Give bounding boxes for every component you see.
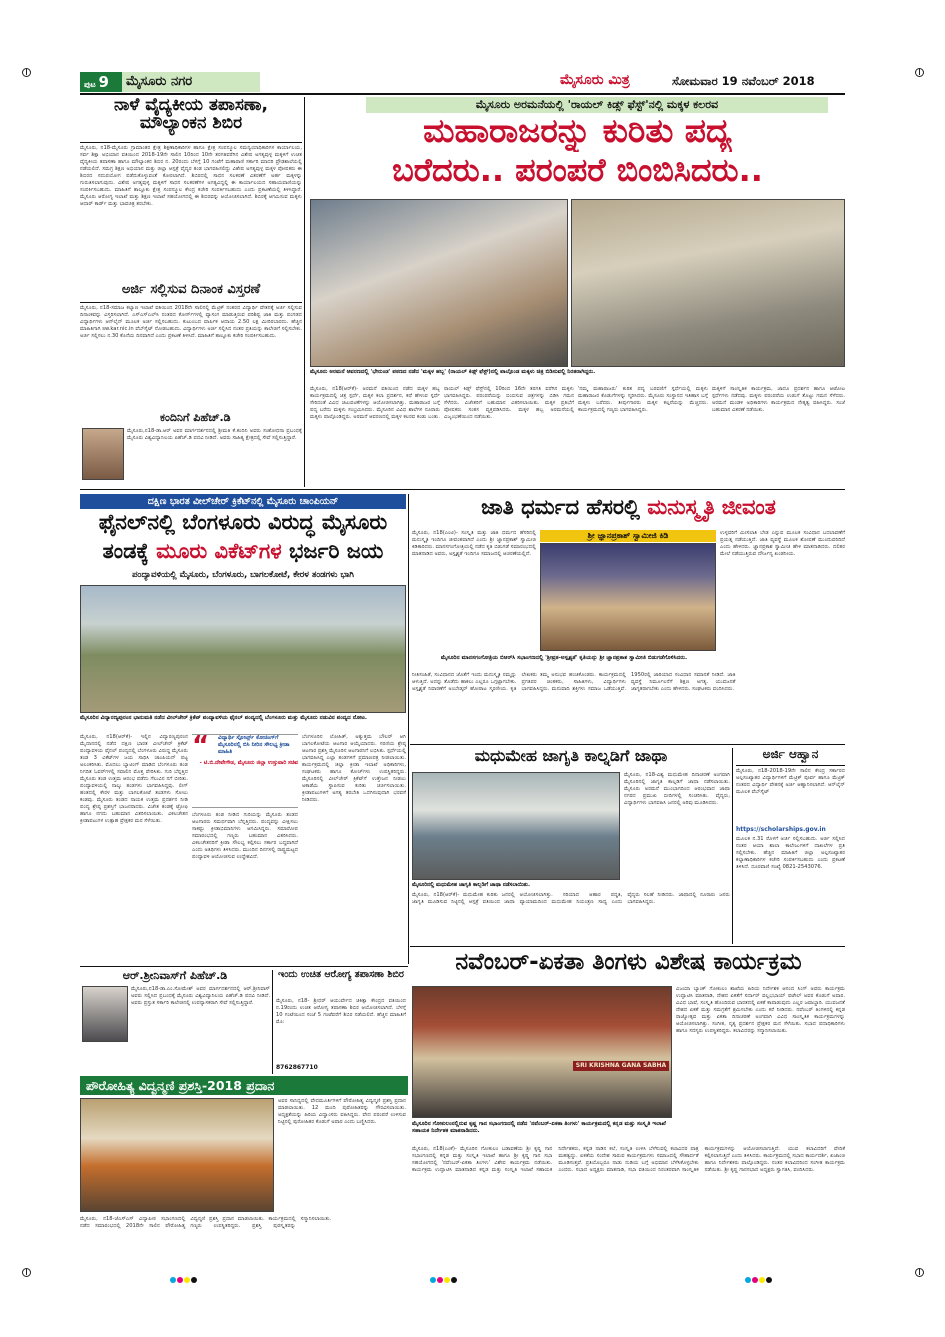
divider [80, 302, 302, 303]
page-number: 9 [98, 73, 109, 91]
left-headline-medical: ನಾಳೆ ವೈದ್ಯಕೀಯ ತಪಾಸಣಾ, ಮೌಲ್ಯಾಂಕನ ಶಿಬಿರ [113, 97, 269, 133]
sports-subheadline: ಪಂದ್ಯಾವಳಿಯಲ್ಲಿ ಮೈಸೂರು, ಬೆಂಗಳೂರು, ಬಾಗಲಕೋಟೆ, ಕೇರಳ ತಂಡಗಳು ಭಾಗಿ [132, 570, 354, 580]
lead-headline-line1: ಮಹಾರಾಜರನ್ನು ಕುರಿತು ಪದ್ಯ [423, 114, 732, 150]
caste-banner: ಶ್ರೀ ಜ್ಞಾನಪ್ರಕಾಶ್ ಸ್ವಾಮೀಜಿ ಕಿಡಿ [540, 530, 716, 542]
health-camp-phone: 8762867710 [276, 1064, 318, 1071]
left-headline-application: ಅರ್ಜಿ ಸಲ್ಲಿಸುವ ದಿನಾಂಕ ವಿಸ್ತರಣೆ [121, 283, 261, 297]
diabetes-photo-caption: ಮೈಸೂರಿನಲ್ಲಿ ಮಧುಮೇಹ ಜಾಗೃತಿ ಕಾಲ್ನಡಿಗೆ ಜಾಥಾ ನಡೆಸಲಾಯಿತು. [412, 882, 531, 888]
award-headline: ಪೌರೋಹಿತ್ಯ ವಿದ್ವನ್ಮಣಿ ಪ್ರಶಸ್ತಿ-2018 ಪ್ರದಾನ [80, 1076, 408, 1095]
sports-article-col3: ಬೆಂಗಳೂರಿನ ಲೋಹಿತ್, ಅತ್ಯುತ್ತಮ ಬೌಲರ್ ಆಗಿ ಬಾಗಲಕೋಟೆಯ ಆಟಗಾರ ಆಯ್ಕೆಯಾದರು. ಸರಣಿಯ ಶ್ರೇಷ್ಠ ಆಟಗಾರ ಪ್ರಶಸ್ತಿ ಮೈಸೂರಿನ ಆಟಗಾರನಿಗೆ ಲಭಿಸಿತು. ಸ್ಪರ್ಧೆಯಲ್ಲಿ ಭಾಗವಹಿಸಿದ್ದ ಎಲ್ಲಾ ತಂಡಗಳಿಗೆ ಪ್ರಮಾಣಪತ್ರ ನೀಡಲಾಯಿತು. ಕಾರ್ಯಕ್ರಮದಲ್ಲಿ ಜಿಲ್ಲಾ ಕ್ರೀಡಾ ಇಲಾಖೆ ಅಧಿಕಾರಿಗಳು, ಸಂಘಟಕರು ಹಾಗೂ ಕೋಚ್‌ಗಳು ಉಪಸ್ಥಿತರಿದ್ದರು. ಮೈಸೂರಿನಲ್ಲಿ ವೀಲ್‌ಚೇರ್ ಕ್ರಿಕೆಟ್‌ಗೆ ಉತ್ತೇಜನ ನೀಡಲು ಅಕಾಡೆಮಿ ಸ್ಥಾಪಿಸುವ ಕುರಿತು ಚರ್ಚಿಸಲಾಯಿತು. ಕ್ರೀಡಾಪಟುಗಳಿಗೆ ಅಗತ್ಯ ತರಬೇತಿ ಒದಗಿಸುವುದಾಗಿ ಭರವಸೆ ನೀಡಿದರು. [302, 734, 406, 803]
lead-article-col2: ರಾಯಲ್ ಕಿಡ್ಸ್ ಫೆಸ್ಟ್‌ನಲ್ಲಿ 10ರಿಂದ 16ನೇ ತರಗತಿ ವರೆಗಿನ ಮಕ್ಕಳು ಭಾಗವಹಿಸಿದ್ದರು. ಪರಂಪರೆಯನ್ನು ಬಿಂಬಿಸುವ ಚಿತ್ರಗಳನ್ನು ಬಿಡಿಸಿ ಗಮನ ಸೆಳೆದರು. ವಿಜೇತರಿಗೆ ಬಹುಮಾನ ವಿತರಿಸಲಾಯಿತು. ಮಕ್ಕಳ ಪ್ರತಿಭೆಗೆ ಪೋಷಕರು ಸಂತಸ ವ್ಯಕ್ತಪಡಿಸಿದರು. ಮಕ್ಕಳ ಹಬ್ಬ ಅರಮನೆಯಲ್ಲಿ ವಿಜೃಂಭಣೆಯಿಂದ ನಡೆಯಿತು. [444, 386, 574, 420]
quote-text: ವಿದ್ಯಾರ್ಥಿ ಸ್ಪೋರ್ಟ್ಸ್ ಕೋಚಿಂಗ್‌ಗೆ ಮೈಸೂರಿನಲ್ಲಿ ಬಿಸಿ ನೀರಿನ ಸೌಲಭ್ಯ ಕ್ರೀಡಾ ಮಾಹಿತಿ [218, 735, 290, 755]
headline-part: ಭರ್ಜರಿ ಜಯ [281, 540, 384, 563]
registration-mark [915, 1268, 924, 1277]
sports-photo-caption: ಮೈಸೂರಿನ ವಿದ್ಯಾರಣ್ಯಪುರಂನ ಭಾನುಮತಿ ನಡೆದ ವೀಲ್‌ಚೇರ್ ಕ್ರಿಕೆಟ್ ಪಂದ್ಯಾವಳಿಯ ಫೈನಲ್ ಪಂದ್ಯದಲ್ಲಿ ಬೆಂಗಳೂರು ಮತ್ತು ಮೈಸೂರು ನಡುವಿನ ಪಂದ್ಯದ ನೋಟ. [80, 715, 368, 721]
award-photo-ceremony [80, 1098, 274, 1212]
section-rule [410, 744, 845, 745]
pull-quote [192, 731, 298, 808]
apply-article-top: ಮೈಸೂರು, ನ18-2018-19ನೇ ಸಾಲಿನ ಕೇಂದ್ರ ಸರ್ಕಾರದ ಅಲ್ಪಸಂಖ್ಯಾತರ ವಿದ್ಯಾರ್ಥಿಗಳಿಗೆ ಮೆಟ್ರಿಕ್ ಪೂರ್ವ ಹಾಗೂ ಮೆಟ್ರಿಕ್ ನಂತರದ ವಿದ್ಯಾರ್ಥಿ ವೇತನಕ್ಕೆ ಅರ್ಜಿ ಆಹ್ವಾನಿಸಲಾಗಿದೆ. ಆನ್‌ಲೈನ್ ಮೂಲಕ ವೆಬ್‌ಸೈಟ್ [736, 768, 845, 795]
section-rule [410, 946, 845, 947]
lead-article-col4: ಮಕ್ಕಳಿಗೆ ಸಾಂಸ್ಕೃತಿಕ ಕಾರ್ಯಕ್ರಮ, ಜಾದೂ ಪ್ರದರ್ಶನ ಹಾಗೂ ಆಟೋಟ ಸ್ಪರ್ಧೆಗಳು ನಡೆದವು. ಮಕ್ಕಳು ಪರಂಪರೆಯ ಉಡುಗೆ ತೊಟ್ಟು ಗಮನ ಸೆಳೆದರು. ಅರಮನೆ ಮಂಡಳಿ ಅಧಿಕಾರಿಗಳು ಕಾರ್ಯಕ್ರಮದ ನೇತೃತ್ವ ವಹಿಸಿದ್ದರು. ಸಂಜೆ ಬಹುಮಾನ ವಿತರಣೆ ನಡೆಯಿತು. [712, 386, 845, 413]
phd-article-srinivas: ಮೈಸೂರು,ನ18-ಡಾ.ಎಂ.ಸೋಮೇಶ್ ಅವರ ಮಾರ್ಗದರ್ಶನದಲ್ಲಿ ಆರ್.ಶ್ರೀನಿವಾಸ್ ಅವರು ಸಲ್ಲಿಸಿದ ಪ್ರಬಂಧಕ್ಕೆ ಮೈಸೂರು ವಿಶ್ವವಿದ್ಯಾನಿಲಯ ಪಿಹೆಚ್.ಡಿ ಪದವಿ ನೀಡಿದೆ. ಅವರು ಪ್ರಸ್ತುತ ಸರ್ಕಾರಿ ಕಾಲೇಜಿನಲ್ಲಿ ಉಪನ್ಯಾಸಕರಾಗಿ ಸೇವೆ ಸಲ್ಲಿಸುತ್ತಿದ್ದಾರೆ. [131, 986, 270, 1006]
medical-camp-article: ಮೈಸೂರು, ನ18-ಮೈಸೂರು ಗ್ರಾಮಾಂತರ ಕ್ಷೇತ್ರ ಶಿಕ್ಷಣಾಧಿಕಾರಿಗಳ ಹಾಗೂ ಕ್ಷೇತ್ರ ಸಂಪನ್ಮೂಲ ಸಮನ್ವಯಾಧಿಕಾರಿಗಳ ಕಾರ್ಯಾಲಯ, ಸರ್ವ ಶಿಕ್ಷಾ ಅಭಿಯಾನ ವತಿಯಿಂದ 2018-19ನೇ ಸಾಲಿನ 10ರಿಂದ 10ನೇ ತರಗತಿವರೆಗಿನ ವಿಶೇಷ ಅಗತ್ಯವುಳ್ಳ ಮಕ್ಕಳಿಗೆ ಉಚಿತ ವೈದ್ಯಕೀಯ ತಪಾಸಣಾ ಹಾಗೂ ಮೌಲ್ಯಾಂಕನ ಶಿಬಿರ ನ. 20ರಂದು ಬೆಳಗ್ಗೆ 10 ಗಂಟೆಗೆ ಮಹಾರಾಣಿ ಸರ್ಕಾರಿ ಮಾದರಿ ಪ್ರೌಢಶಾಲೆಯಲ್ಲಿ ನಡೆಯಲಿದೆ. ಸಮಗ್ರ ಶಿಕ್ಷಣ ಅಭಿಯಾನ ಮತ್ತು ಜಿಲ್ಲಾ ಆಸ್ಪತ್ರೆ ವೈದ್ಯರ ತಂಡ ಭಾಗವಹಿಸಲಿದ್ದು ವಿಶೇಷ ಅಗತ್ಯವುಳ್ಳ ಮಕ್ಕಳ ಪೋಷಕರು ಈ ಶಿಬಿರದ ಸದುಪಯೋಗ ಪಡೆದುಕೊಳ್ಳುವಂತೆ ಕೋರಲಾಗಿದೆ. ಶಿಬಿರದಲ್ಲಿ ಸಾಧನ ಸಲಕರಣೆ ವಿತರಣೆಗೆ ಅರ್ಹ ಮಕ್ಕಳನ್ನು ಗುರುತಿಸಲಾಗುವುದು. ವಿಶೇಷ ಅಗತ್ಯವುಳ್ಳ ಮಕ್ಕಳಿಗೆ ಸಾಧನ ಸಲಕರಣೆಗಳ ಅಗತ್ಯವಿದ್ದಲ್ಲಿ ಈ ಕಾರ್ಯಾಲಯದ ಸಹಾಯವಾಣಿಯನ್ನು ಸಂಪರ್ಕಿಸಬಹುದು. ಮಾಹಿತಿಗೆ ತಾಲ್ಲೂಕು ಕ್ಷೇತ್ರ ಸಂಪನ್ಮೂಲ ಕೇಂದ್ರ ಕಚೇರಿ ಸಂಪರ್ಕಿಸಬಹುದು ಎಂದು ಪ್ರಕಟಣೆಯಲ್ಲಿ ತಿಳಿಸಿದ್ದಾರೆ. ಮೈಸೂರು ಆರೋಗ್ಯ ಇಲಾಖೆ ಮತ್ತು ಶಿಕ್ಷಣ ಇಲಾಖೆ ಸಹಯೋಗದಲ್ಲಿ ಈ ಶಿಬಿರವನ್ನು ಆಯೋಜಿಸಲಾಗಿದೆ. ಶಿಬಿರಕ್ಕೆ ಆಗಮಿಸುವ ಮಕ್ಕಳು ಆಧಾರ್ ಕಾರ್ಡ್ ಮತ್ತು ಭಾವಚಿತ್ರ ತರಬೇಕು. [80, 145, 302, 207]
section-rule [80, 489, 845, 490]
registration-mark [22, 1268, 31, 1277]
november-photo-caption: ಮೈಸೂರಿನ ಗೋಕುಲಂನಲ್ಲಿರುವ ಕೃಷ್ಣ ಗಾನ ಸಭಾಂಗಣದಲ್ಲಿ ನಡೆದ 'ನವೆಂಬರ್-ಏಕತಾ ತಿಂಗಳು' ಕಾರ್ಯಕ್ರಮದಲ್ಲಿ ಕನ್ನಡ ಮತ್ತು ಸಂಸ್ಕೃತಿ ಇಲಾಖೆ ಸಹಾಯಕ ನಿರ್ದೇಶಕ ಮಾತನಾಡಿದರು. [412, 1121, 666, 1134]
portrait-photo [82, 428, 124, 480]
caste-article-col1: ಮೈಸೂರು, ನ18(ಎಂಟಿ)- ಸಂಸ್ಕೃತಿ ಮತ್ತು ಜಾತಿ ಧರ್ಮದ ಹೆಸರಿನಲ್ಲಿ ಮನುಸ್ಮೃತಿ ಇಂದಿಗೂ ಜೀವಂತವಾಗಿದೆ ಎಂದು ಶ್ರೀ ಜ್ಞಾನಪ್ರಕಾಶ್ ಸ್ವಾಮೀಜಿ ಕಿಡಿಕಾರಿದರು. ಮಾನಸಗಂಗೋತ್ರಿಯಲ್ಲಿ ನಡೆದ ಕೃತಿ ಬಿಡುಗಡೆ ಸಮಾರಂಭದಲ್ಲಿ ಮಾತನಾಡಿದ ಅವರು, ಅಸ್ಪೃಶ್ಯತೆ ಇಂದಿಗೂ ಸಮಾಜದಲ್ಲಿ ಆಚರಣೆಯಲ್ಲಿದೆ. [412, 530, 536, 557]
november-article-main: ಮೈಸೂರು, ನ18(ಎಂಕೆ)- ಮೈಸೂರಿನ ಗೋಕುಲಂ ಬಡಾವಣೆಯ ಶ್ರೀ ಕೃಷ್ಣ ಗಾನ ಸಭಾಂಗಣದಲ್ಲಿ ಕನ್ನಡ ಮತ್ತು ಸಂಸ್ಕೃತಿ ಇಲಾಖೆ ಹಾಗೂ ಶ್ರೀ ಕೃಷ್ಣ ಗಾನ ಸಭಾ ಸಹಯೋಗದಲ್ಲಿ 'ನವೆಂಬರ್-ಏಕತಾ ತಿಂಗಳು' ವಿಶೇಷ ಕಾರ್ಯಕ್ರಮ ನಡೆಯಿತು. ಕಾರ್ಯಕ್ರಮ ಉದ್ಘಾಟಿಸಿ ಮಾತನಾಡಿದ ಕನ್ನಡ ಮತ್ತು ಸಂಸ್ಕೃತಿ ಇಲಾಖೆ ಸಹಾಯಕ ನಿರ್ದೇಶಕರು, ಕನ್ನಡ ನಾಡಿನ ಕಲೆ, ಸಂಸ್ಕೃತಿ ಉಳಿಸಿ ಬೆಳೆಸುವಲ್ಲಿ ಕಲಾವಿದರ ಪಾತ್ರ ಮಹತ್ವದ್ದು. ಏಕತೆಯ ಸಂದೇಶ ಸಾರುವ ಕಾರ್ಯಕ್ರಮಗಳು ಸಮಾಜದಲ್ಲಿ ಸೌಹಾರ್ದತೆ ಮೂಡಿಸುತ್ತವೆ. ಪ್ರತಿಯೊಬ್ಬರೂ ನಾಡು ನುಡಿಯ ಬಗ್ಗೆ ಅಭಿಮಾನ ಬೆಳೆಸಿಕೊಳ್ಳಬೇಕು ಎಂದರು. ಸಭಾದ ಅಧ್ಯಕ್ಷರು ಮಾತನಾಡಿ, ಸಭಾ ವತಿಯಿಂದ ನಿರಂತರವಾಗಿ ಸಾಂಸ್ಕೃತಿಕ ಕಾರ್ಯಕ್ರಮಗಳನ್ನು ಆಯೋಜಿಸಲಾಗುತ್ತಿದೆ. ಯುವ ಕಲಾವಿದರಿಗೆ ವೇದಿಕೆ ಕಲ್ಪಿಸಲಾಗುತ್ತಿದೆ ಎಂದು ತಿಳಿಸಿದರು. ಕಾರ್ಯಕ್ರಮದಲ್ಲಿ ಸಭಾದ ಕಾರ್ಯದರ್ಶಿ, ಖಜಾಂಚಿ ಹಾಗೂ ನಿರ್ದೇಶಕರು ಪಾಲ್ಗೊಂಡಿದ್ದರು. ನಂತರ ಕಲಾವಿದರಿಂದ ಸಂಗೀತ ಕಾರ್ಯಕ್ರಮ ನಡೆಯಿತು. ಶ್ರೀ ಕೃಷ್ಣ ಗಾನಸಭಾದ ಅಧ್ಯಕ್ಷರು ಸ್ವಾಗತಿಸಿ, ವಂದಿಸಿದರು. [412, 1146, 845, 1173]
diabetes-article-continued: ಮೈಸೂರು, ನ18(ಆರ್‌ಕೆ)- ಮಧುಮೇಹ ಕುರಿತು ಜನರಲ್ಲಿ ಜಾಗೃತಿ ಮೂಡಿಸುವ ನಿಟ್ಟಿನಲ್ಲಿ ಆಸ್ಪತ್ರೆ ವತಿಯಿಂದ ಜಾಥಾ ಆಯೋಜಿಸಲಾಗಿತ್ತು. ಸರಿಯಾದ ಆಹಾರ ಪದ್ಧತಿ, ವ್ಯಾಯಾಮದಿಂದ ಮಧುಮೇಹ ನಿಯಂತ್ರಣ ಸಾಧ್ಯ ಎಂದು ವೈದ್ಯರು ಸಲಹೆ ನೀಡಿದರು. ಜಾಥಾದಲ್ಲಿ ನೂರಾರು ಜನರು ಭಾಗವಹಿಸಿದ್ದರು. [412, 892, 730, 905]
phd-article: ಮೈಸೂರು,ನ18-ಡಾ.ಆರ್ ಅವರ ಮಾರ್ಗದರ್ಶನದಲ್ಲಿ ಶ್ರೀಮತಿ ಕೆ.ಕಂದಿನಿ ಅವರು ಸಂಶೋಧನಾ ಪ್ರಬಂಧಕ್ಕೆ ಮೈಸೂರು ವಿಶ್ವವಿದ್ಯಾನಿಲಯ ಪಿಹೆಚ್.ಡಿ ಪದವಿ ನೀಡಿದೆ. ಅವರು ಸಾಹಿತ್ಯ ಕ್ಷೇತ್ರದಲ್ಲಿ ಸೇವೆ ಸಲ್ಲಿಸುತ್ತಿದ್ದಾರೆ. [127, 428, 302, 441]
column-rule [408, 494, 409, 964]
caste-headline [412, 496, 845, 526]
lead-photo-kids-painting [310, 199, 568, 367]
stage-banner: SRI KRISHNA GANA SABHA [573, 1061, 669, 1071]
november-photo-stage [412, 986, 672, 1118]
divider [736, 765, 845, 766]
caste-photo-caption: ಮೈಸೂರಿನ ಮಾನಸಗಂಗೋತ್ರಿಯ ಬಿಆರ್‌ಸಿ ಸಭಾಂಗಣದಲ್ಲಿ 'ಶ್ರೀವ್ರತ-ಅಸ್ಪೃಶ್ಯತೆ' ಕೃತಿಯನ್ನು ಶ್ರೀ ಜ್ಞಾನಪ್ರಕಾಶ ಸ್ವಾಮೀಜಿ ಬಿಡುಗಡೆಗೊಳಿಸಿದರು. [440, 655, 688, 661]
headline-highlight: ಮನುಸ್ಮೃತಿ ಜೀವಂತ [647, 496, 776, 519]
divider [80, 142, 302, 143]
color-registration-bar [170, 1268, 198, 1287]
page-number-badge [80, 72, 122, 92]
sports-headline-line1: ಫೈನಲ್‌ನಲ್ಲಿ ಬೆಂಗಳೂರು ವಿರುದ್ಧ ಮೈಸೂರು [98, 511, 388, 534]
november-headline: ನವೆಂಬರ್-ಏಕತಾ ತಿಂಗಳು ವಿಶೇಷ ಕಾರ್ಯಕ್ರಮ [455, 950, 802, 975]
sports-kicker: ದಕ್ಷಿಣ ಭಾರತ ವೀಲ್‌ಚೇರ್ ಕ್ರಿಕೆಟ್‌ನಲ್ಲಿ ಮೈಸೂರು ಚಾಂಪಿಯನ್ [80, 494, 406, 509]
apply-article-bottom: ಮೂಲಕ ನ.31 ರೊಳಗೆ ಅರ್ಜಿ ಸಲ್ಲಿಸಬಹುದು. ಅರ್ಜಿ ಸಲ್ಲಿಸಿದ ನಂತರ ಆಯಾ ಶಾಲಾ ಕಾಲೇಜುಗಳಿಗೆ ದಾಖಲೆಗಳ ಪ್ರತಿ ಸಲ್ಲಿಸಬೇಕು. ಹೆಚ್ಚಿನ ಮಾಹಿತಿಗೆ ಜಿಲ್ಲಾ ಅಲ್ಪಸಂಖ್ಯಾತರ ಕಲ್ಯಾಣಾಧಿಕಾರಿಗಳ ಕಚೇರಿ ಸಂಪರ್ಕಿಸಬಹುದು ಎಂದು ಪ್ರಕಟಣೆ ತಿಳಿಸಿದೆ. ದೂರವಾಣಿ ಸಂಖ್ಯೆ 0821-2543076. [736, 836, 845, 870]
quote-mark-icon: “ [192, 731, 210, 761]
portrait-photo-srinivas [82, 986, 128, 1042]
phd-headline: ಆರ್.ಶ್ರೀನಿವಾಸ್‌ಗೆ ಪಿಹೆಚ್.ಡಿ [122, 970, 228, 982]
headline-part: ಜಾತಿ ಧರ್ಮದ ಹೆಸರಲ್ಲಿ [481, 496, 648, 519]
lead-kicker: ಮೈಸೂರು ಅರಮನೆಯಲ್ಲಿ 'ರಾಯಲ್ ಕಿಡ್ಸ್ ಫೆಸ್ಟ್'ನಲ್ಲಿ ಮಕ್ಕಳ ಕಲರವ [366, 97, 828, 113]
caste-article-col3: ಉಳ್ಳವರಿಗೆ ಮೀಸಲಾತಿ ಬೇಡ ಎನ್ನುವ ಮೂಲಕ ಸಂವಿಧಾನ ಬದಲಾವಣೆಗೆ ಪ್ರಯತ್ನ ನಡೆಯುತ್ತಿದೆ. ಜಾತಿ ವ್ಯವಸ್ಥೆ ಮೂಲಕ ಶೋಷಣೆ ಮುಂದುವರಿದಿದೆ ಎಂದು ಹೇಳಿದರು. ಜ್ಞಾನಪ್ರಕಾಶ ಸ್ವಾಮೀಜಿ ಹೇಳಿ ಮಾತನಾಡಿದರು. ದಲಿತರ ಮೇಲೆ ನಡೆಯುತ್ತಿರುವ ದೌರ್ಜನ್ಯ ಖಂಡನೀಯ. [720, 530, 845, 557]
sports-article-col1: ಮೈಸೂರು, ನ18(ಆರ್‌ಕೆ)- ಇಲ್ಲಿನ ವಿದ್ಯಾರಣ್ಯಪುರಂನ ಮೈದಾನದಲ್ಲಿ ನಡೆದ ದಕ್ಷಿಣ ಭಾರತ ವೀಲ್‌ಚೇರ್ ಕ್ರಿಕೆಟ್ ಪಂದ್ಯಾವಳಿಯ ಫೈನಲ್ ಪಂದ್ಯದಲ್ಲಿ ಬೆಂಗಳೂರು ವಿರುದ್ಧ ಮೈಸೂರು ತಂಡ 3 ವಿಕೆಟ್‌ಗಳ ಜಯ ಸಾಧಿಸಿ ಚಾಂಪಿಯನ್ ಪಟ್ಟ ಅಲಂಕರಿಸಿತು. ಮೊದಲು ಬ್ಯಾಟಿಂಗ್ ಮಾಡಿದ ಬೆಂಗಳೂರು ತಂಡ ನಿಗದಿತ ಓವರ್‌ಗಳಲ್ಲಿ ಸವಾಲಿನ ಮೊತ್ತ ಪೇರಿಸಿತು. ಗುರಿ ಬೆನ್ನತ್ತಿದ ಮೈಸೂರು ತಂಡ ಉತ್ತಮ ಆರಂಭ ಪಡೆದು ಗೆಲುವಿನ ನಗೆ ಬೀರಿತು. ಪಂದ್ಯಾವಳಿಯಲ್ಲಿ ನಾಲ್ಕು ತಂಡಗಳು ಭಾಗವಹಿಸಿದ್ದವು. ಲೀಗ್ ಹಂತದಲ್ಲಿ ಕೇರಳ ಮತ್ತು ಬಾಗಲಕೋಟೆ ತಂಡಗಳು ಸೋಲು ಕಂಡವು. ಮೈಸೂರು ತಂಡದ ನಾಯಕ ಉತ್ತಮ ಪ್ರದರ್ಶನ ನೀಡಿ ಪಂದ್ಯ ಶ್ರೇಷ್ಠ ಪ್ರಶಸ್ತಿಗೆ ಭಾಜನರಾದರು. ವಿಜೇತ ತಂಡಕ್ಕೆ ಟ್ರೋಫಿ ಹಾಗೂ ನಗದು ಬಹುಮಾನ ವಿತರಿಸಲಾಯಿತು. ವಿಕಲಚೇತನ ಕ್ರೀಡಾಪಟುಗಳ ಉತ್ಸಾಹ ಪ್ರೇಕ್ಷಕರ ಮನ ಸೆಳೆಯಿತು. [80, 734, 188, 824]
registration-mark [22, 68, 31, 77]
headline-highlight: ಮೂರು ವಿಕೆಟ್‌ಗಳ [156, 540, 282, 563]
lead-article-col3: 'ನಮ್ಮ ಮಹಾರಾಜರು' ಕುರಿತ ಪದ್ಯ ಬರವಣಿಗೆ ಸ್ಪರ್ಧೆಯಲ್ಲಿ ಮಕ್ಕಳು ಮಹಾರಾಜರ ಕೊಡುಗೆಗಳನ್ನು ಸ್ಮರಿಸಿದರು. ಮೈಸೂರು ಸಂಸ್ಥಾನದ ಇತಿಹಾಸ ಬಗ್ಗೆ ಮಕ್ಕಳು ಬರೆದರು. ತೀರ್ಪುಗಾರರು ಮಕ್ಕಳ ಕಲ್ಪನೆಯನ್ನು ಮೆಚ್ಚಿದರು. ಕಾರ್ಯಕ್ರಮದಲ್ಲಿ ಗಣ್ಯರು ಭಾಗವಹಿಸಿದ್ದರು. [578, 386, 708, 413]
award-article-col2: ಅವರ ಸಾನಿಧ್ಯದಲ್ಲಿ ವೇದಮೂರ್ತಿಗಳಿಗೆ ಪೌರೋಹಿತ್ಯ ವಿದ್ವನ್ಮಣಿ ಪ್ರಶಸ್ತಿ ಪ್ರದಾನ ಮಾಡಲಾಯಿತು. 12 ಮಂದಿ ಪುರೋಹಿತರನ್ನು ಗೌರವಿಸಲಾಯಿತು. ಅಧ್ಯಕ್ಷತೆಯನ್ನು ಹಿರಿಯ ವಿದ್ವಾಂಸರು ವಹಿಸಿದ್ದರು. ವೇದ ಪರಂಪರೆ ಉಳಿಸುವ ನಿಟ್ಟಿನಲ್ಲಿ ಪುರೋಹಿತರ ಕೊಡುಗೆ ಅಪಾರ ಎಂದು ಬಣ್ಣಿಸಿದರು. [278, 1098, 406, 1125]
caste-photo-book-release [540, 543, 716, 651]
color-registration-bar [430, 1268, 458, 1287]
masthead: ಮೈಸೂರು ಮಿತ್ರ [560, 72, 630, 88]
column-rule [272, 970, 273, 1074]
apply-headline: ಅರ್ಜಿ ಆಹ್ವಾನ [762, 748, 819, 761]
section-header [80, 72, 260, 92]
lead-photo-drawing-hall [571, 199, 845, 367]
diabetes-headline: ಮಧುಮೇಹ ಜಾಗೃತಿ ಕಾಲ್ನಡಿಗೆ ಜಾಥಾ [474, 748, 668, 765]
issue-date: ಸೋಮವಾರ 19 ನವೆಂಬರ್ 2018 [672, 74, 815, 88]
sports-headline-line2 [80, 540, 406, 568]
health-camp-article: ಮೈಸೂರು, ನ18- ಶ್ರೀಧರ್ ಆಯುರ್ವೇದ ಚಿಕಿತ್ಸಾ ಕೇಂದ್ರದ ವತಿಯಿಂದ ನ.19ರಂದು ಉಚಿತ ಆರೋಗ್ಯ ತಪಾಸಣಾ ಶಿಬಿರ ಆಯೋಜಿಸಲಾಗಿದೆ. ಬೆಳಗ್ಗೆ 10 ಗಂಟೆಯಿಂದ ಸಂಜೆ 5 ಗಂಟೆವರೆಗೆ ಶಿಬಿರ ನಡೆಯಲಿದೆ. ಹೆಚ್ಚಿನ ಮಾಹಿತಿಗೆ ಮೊ: [276, 998, 406, 1025]
caste-article-continued: ನೀತಿಸಂಹಿತೆ, ಸಂವಿಧಾನದ ಜೊತೆಗೆ ಇಂದು ಮನುಸ್ಮೃತಿ ನಮ್ಮನ್ನು ಆಳುತ್ತಿದೆ. ಅದನ್ನು ತೊಡೆದು ಹಾಕಲು ಎಲ್ಲರೂ ಒಗ್ಗಟ್ಟಾಗಬೇಕು. ಅಸ್ಪೃಶ್ಯತೆ ನಿವಾರಣೆಗೆ ಅಂಬೇಡ್ಕರ್ ಹೋರಾಟ ಸ್ಮರಣೀಯ. ಕೃತಿ ಲೇಖಕರು ತಮ್ಮ ಅನುಭವ ಹಂಚಿಕೊಂಡರು. ಕಾರ್ಯಕ್ರಮದಲ್ಲಿ ಪ್ರಗತಿಪರ ಚಿಂತಕರು, ಸಾಹಿತಿಗಳು, ವಿದ್ಯಾರ್ಥಿಗಳು ಭಾಗವಹಿಸಿದ್ದರು. ಮನುವಾದಿ ಶಕ್ತಿಗಳು ಸಮಾಜ ಒಡೆಯುತ್ತಿವೆ. 1950ರಲ್ಲಿ ಜಾರಿಯಾದ ಸಂವಿಧಾನ ಸಮಾನತೆ ನೀಡಿದೆ. ಜಾತಿ ವ್ಯವಸ್ಥೆ ನಿರ್ಮೂಲನೆಗೆ ಶಿಕ್ಷಣ ಅಗತ್ಯ. ಯುವಜನತೆ ಜಾಗೃತರಾಗಬೇಕು ಎಂದು ಹೇಳಿದರು. ಸಂಘಟಕರು ವಂದಿಸಿದರು. [412, 672, 736, 692]
headline-part: ತಂಡಕ್ಕೆ [102, 540, 157, 563]
lead-article-col1: ಮೈಸೂರು, ನ18(ಆರ್‌ಕೆ)- ಅರಮನೆ ವತಿಯಿಂದ ನಡೆದ ಮಕ್ಕಳ ಹಬ್ಬ ಕಾರ್ಯಕ್ರಮದಲ್ಲಿ ಚಿತ್ರ ಸ್ಪರ್ಧೆ, ಮಕ್ಕಳ ಕಲಾ ಪ್ರದರ್ಶನ, ಕಥೆ ಹೇಳುವ ಸ್ಪರ್ಧೆ ಸೇರಿದಂತೆ ವಿವಿಧ ಚಟುವಟಿಕೆಗಳನ್ನು ಆಯೋಜಿಸಲಾಗಿತ್ತು. ಮಹಾರಾಜರ ಬಗ್ಗೆ ಪದ್ಯ ಬರೆದು ಮಕ್ಕಳು ಸಂಭ್ರಮಿಸಿದರು. ಮೈಸೂರಿನ ವಿವಿಧ ಶಾಲೆಗಳ ನೂರಾರು ಮಕ್ಕಳು ಪಾಲ್ಗೊಂಡಿದ್ದರು. ಅರಮನೆ ಆವರಣದಲ್ಲಿ ಮಕ್ಕಳ ಕಲರವ ಕಂಡು ಬಂತು. [310, 386, 440, 420]
color-registration-bar [745, 1268, 773, 1287]
application-article: ಮೈಸೂರು, ನ18-ಸಮಾಜ ಕಲ್ಯಾಣ ಇಲಾಖೆ ವತಿಯಿಂದ 2018ನೇ ಸಾಲಿನಲ್ಲಿ ಮೆಟ್ರಿಕ್ ನಂತರದ ವಿದ್ಯಾರ್ಥಿ ವೇತನಕ್ಕೆ ಅರ್ಜಿ ಸಲ್ಲಿಸುವ ದಿನಾಂಕವನ್ನು ವಿಸ್ತರಿಸಲಾಗಿದೆ. ಎಸ್ಎಸ್ಎಲ್‌ಸಿ ನಂತರದ ಕೋರ್ಸ್‌ಗಳಲ್ಲಿ ವ್ಯಾಸಂಗ ಮಾಡುತ್ತಿರುವ ಪರಿಶಿಷ್ಟ ಜಾತಿ ಮತ್ತು ಪಂಗಡದ ವಿದ್ಯಾರ್ಥಿಗಳು ಆನ್‌ಲೈನ್ ಮೂಲಕ ಅರ್ಜಿ ಸಲ್ಲಿಸಬಹುದು. ಕುಟುಂಬದ ವಾರ್ಷಿಕ ಆದಾಯ 2.50 ಲಕ್ಷ ಮೀರಿರಬಾರದು. ಹೆಚ್ಚಿನ ಮಾಹಿತಿಗಾಗಿ sw.kar.nic.in ವೆಬ್‌ಸೈಟ್ ನೋಡಬಹುದು. ವಿದ್ಯಾರ್ಥಿಗಳು ಅರ್ಜಿ ಸಲ್ಲಿಸಿದ ನಂತರ ಪ್ರತಿಯನ್ನು ಕಾಲೇಜಿಗೆ ಸಲ್ಲಿಸಬೇಕು. ಅರ್ಜಿ ಸಲ್ಲಿಸಲು ನ.30 ಕೊನೆಯ ದಿನವಾಗಿದೆ ಎಂದು ಪ್ರಕಟಣೆ ತಿಳಿಸಿದೆ. ಮಾಹಿತಿಗೆ ತಾಲ್ಲೂಕು ಕಚೇರಿ ಸಂಪರ್ಕಿಸಬಹುದು. [80, 305, 302, 339]
diabetes-article: ಮೈಸೂರು, ನ18-ವಿಶ್ವ ಮಧುಮೇಹ ದಿನಾಚರಣೆ ಅಂಗವಾಗಿ ಮೈಸೂರಿನಲ್ಲಿ ಜಾಗೃತಿ ಕಾಲ್ನಡಿಗೆ ಜಾಥಾ ನಡೆಸಲಾಯಿತು. ಮೈಸೂರು ಅರಮನೆ ಮುಂಭಾಗದಿಂದ ಆರಂಭವಾದ ಜಾಥಾ ನಗರದ ಪ್ರಮುಖ ಬೀದಿಗಳಲ್ಲಿ ಸಂಚರಿಸಿತು. ವೈದ್ಯರು, ವಿದ್ಯಾರ್ಥಿಗಳು ಭಾಗವಹಿಸಿ ಜನರಲ್ಲಿ ಅರಿವು ಮೂಡಿಸಿದರು. [624, 772, 730, 806]
apply-url-link[interactable]: https://scholarships.gov.in [736, 826, 826, 833]
quote-attribution: - ಟಿ.ಬಿ.ದೇವೇಗೌಡ, ಮೈಸೂರು ಜಿಲ್ಲಾ ಉಸ್ತುವಾರಿ ಸಚಿವ [199, 760, 298, 766]
sports-article-col2: ಬೆಂಗಳೂರು ತಂಡ ನೀಡಿದ ಗುರಿಯನ್ನು ಮೈಸೂರು ತಂಡದ ಆಟಗಾರರು ಸಮರ್ಥವಾಗಿ ಬೆನ್ನತ್ತಿದರು. ಪಂದ್ಯವನ್ನು ವೀಕ್ಷಿಸಲು ಸಾಕಷ್ಟು ಕ್ರೀಡಾಭಿಮಾನಿಗಳು ಆಗಮಿಸಿದ್ದರು. ಸಮಾರೋಪ ಸಮಾರಂಭದಲ್ಲಿ ಗಣ್ಯರು ಬಹುಮಾನ ವಿತರಿಸಿದರು. ವಿಕಲಚೇತನರಿಗೆ ಕ್ರೀಡಾ ಸೌಲಭ್ಯ ಕಲ್ಪಿಸಲು ಸರ್ಕಾರ ಬದ್ಧವಾಗಿದೆ ಎಂದು ಅತಿಥಿಗಳು ತಿಳಿಸಿದರು. ಮುಂದಿನ ದಿನಗಳಲ್ಲಿ ರಾಷ್ಟ್ರಮಟ್ಟದ ಪಂದ್ಯಾವಳಿ ಆಯೋಜಿಸುವ ಉದ್ದೇಶವಿದೆ. [192, 812, 298, 860]
column-rule [732, 748, 733, 944]
diabetes-photo-walkathon [412, 772, 620, 880]
november-article-col3: ವಿಜಯಾ ಬ್ಯಾಂಕ್ ಗೋಕುಲಂ ಶಾಖೆಯ ಹಿರಿಯ ನಿರ್ದೇಶಕ ಆನಂದ ಸಿಂಗ್ ಅವರು ಕಾರ್ಯಕ್ರಮ ಉದ್ಘಾಟಿಸಿ ಮಾತನಾಡಿ, ದೇಶದ ಏಕತೆಗೆ ಸರ್ದಾರ್ ವಲ್ಲಭಭಾಯ್ ಪಟೇಲ್ ಅವರ ಕೊಡುಗೆ ಅಪಾರ. ವಿವಿಧ ಭಾಷೆ, ಸಂಸ್ಕೃತಿ ಹೊಂದಿರುವ ಭಾರತದಲ್ಲಿ ಏಕತೆ ಕಾಪಾಡುವುದು ಎಲ್ಲರ ಜವಾಬ್ದಾರಿ. ಯುವಜನತೆ ದೇಶದ ಏಕತೆ ಮತ್ತು ಸಮಗ್ರತೆಗೆ ಶ್ರಮಿಸಬೇಕು ಎಂದು ಕರೆ ನೀಡಿದರು. ನವೆಂಬರ್ ತಿಂಗಳಿನಲ್ಲಿ ಕನ್ನಡ ರಾಜ್ಯೋತ್ಸವ ಮತ್ತು ಏಕತಾ ದಿನಾಚರಣೆ ಅಂಗವಾಗಿ ವಿವಿಧ ಸಾಂಸ್ಕೃತಿಕ ಕಾರ್ಯಕ್ರಮಗಳನ್ನು ಆಯೋಜಿಸಲಾಗಿತ್ತು. ಸಂಗೀತ, ನೃತ್ಯ ಪ್ರದರ್ಶನ ಪ್ರೇಕ್ಷಕರ ಮನ ಸೆಳೆಯಿತು. ಸಭಾದ ಪದಾಧಿಕಾರಿಗಳು ಹಾಗೂ ಸದಸ್ಯರು ಉಪಸ್ಥಿತರಿದ್ದರು. ಕಲಾವಿದರನ್ನು ಸನ್ಮಾನಿಸಲಾಯಿತು. [676, 986, 845, 1034]
health-camp-headline: ಇಂದು ಉಚಿತ ಆರೋಗ್ಯ ತಪಾಸಣಾ ಶಿಬಿರ [278, 970, 404, 980]
page-label: ಪುಟ [84, 80, 96, 89]
lead-headline-line2: ಬರೆದರು.. ಪರಂಪರೆ ಬಿಂಬಿಸಿದರು.. [392, 154, 763, 189]
column-rule [304, 97, 305, 487]
header-rule [80, 93, 845, 95]
registration-mark [915, 68, 924, 77]
left-headline-phd: ಕಂದಿನಿಗೆ ಪಿಹೆಚ್.ಡಿ [160, 412, 231, 424]
sports-photo-wheelchair-cricket [80, 585, 406, 713]
lead-photo-caption: ಮೈಸೂರು ಅರಮನೆ ಆವರಣದಲ್ಲಿ 'ಭೇರುಂಡ' ಪಠಣದ ನಡೆದ 'ಮಕ್ಕಳ ಹಬ್ಬ' (ರಾಯಲ್ ಕಿಡ್ಸ್ ಫೆಸ್ಟ್)ನಲ್ಲಿ ಪಾಲ್ಗೊಂಡ ಮಕ್ಕಳು ಚಿತ್ರ ಬಿಡಿಸುವಲ್ಲಿ ನಿರತರಾಗಿದ್ದರು. [310, 369, 596, 375]
section-name: ಮೈಸೂರು ನಗರ [126, 74, 193, 89]
section-rule [80, 966, 408, 967]
award-article-continued: ಮೈಸೂರು, ನ18-ಜೆಎಸ್ಎಸ್ ವಿದ್ಯಾಪೀಠ ಸಭಾಂಗಣದಲ್ಲಿ ನಡೆದ ಸಮಾರಂಭದಲ್ಲಿ 2018ನೇ ಸಾಲಿನ ಪೌರೋಹಿತ್ಯ ವಿದ್ವನ್ಮಣಿ ಪ್ರಶಸ್ತಿ ಪ್ರದಾನ ಮಾಡಲಾಯಿತು. ಕಾರ್ಯಕ್ರಮದಲ್ಲಿ ಗಣ್ಯರು ಉಪಸ್ಥಿತರಿದ್ದರು. ಪ್ರಶಸ್ತಿ ಪುರಸ್ಕೃತರನ್ನು ಸನ್ಮಾನಿಸಲಾಯಿತು. [80, 1216, 332, 1229]
